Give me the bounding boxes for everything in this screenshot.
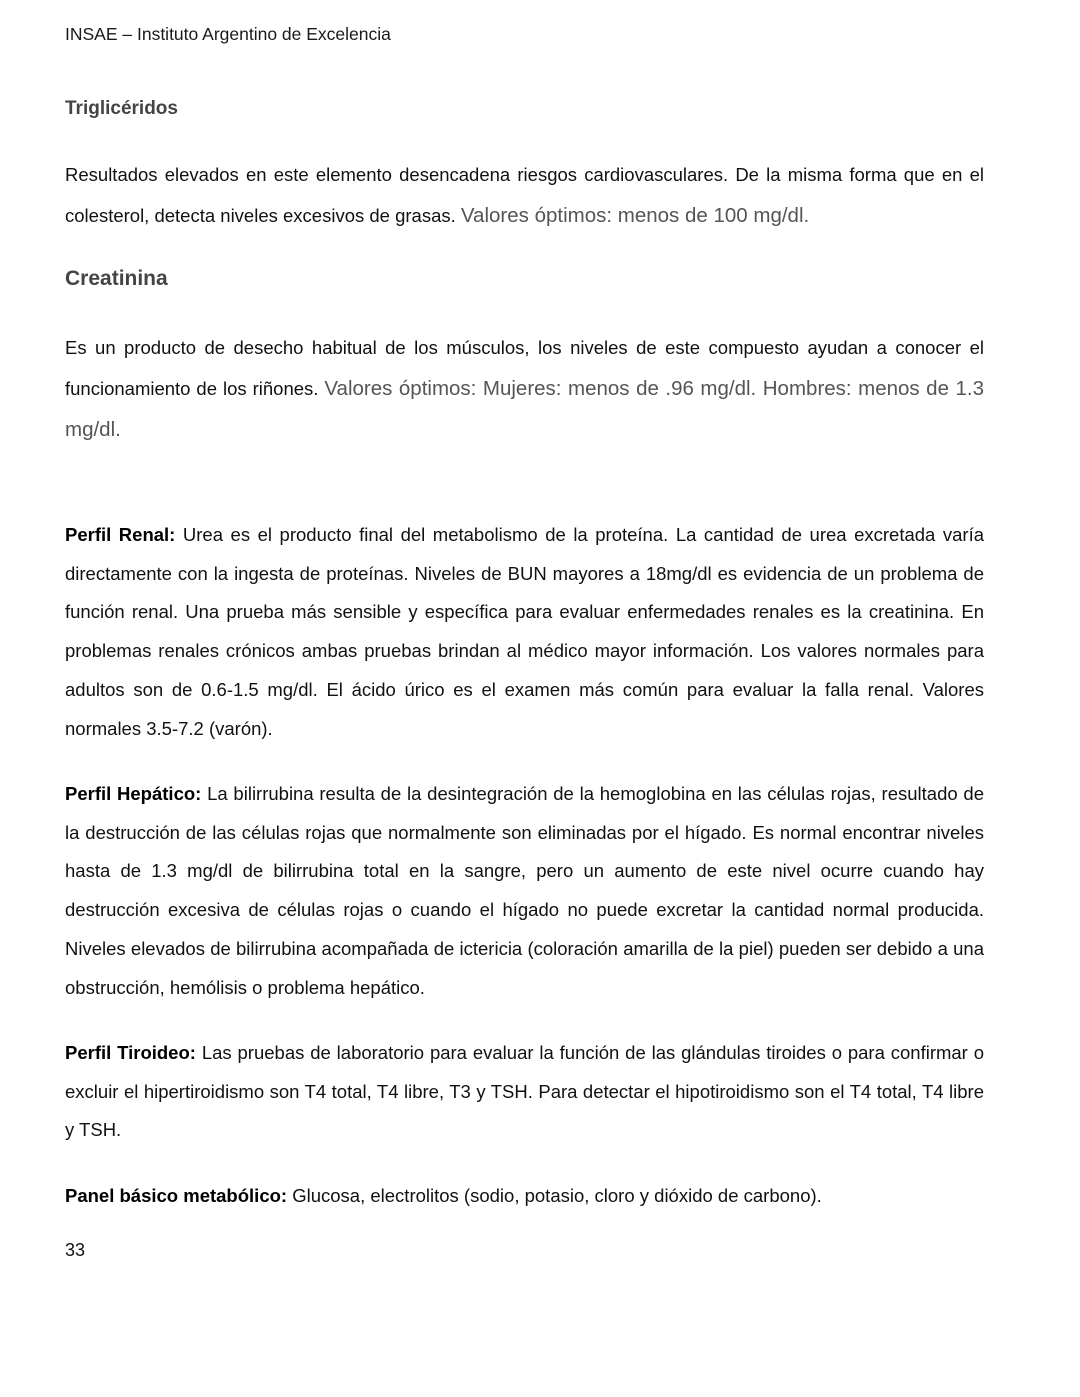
paragraph-panel-basico — [65, 1177, 984, 1216]
perfil-renal-label: Perfil Renal: — [65, 524, 176, 545]
page-number: 33 — [65, 1240, 86, 1260]
panel-basico-text: Glucosa, electrolitos (sodio, potasio, cloro y dióxido de carbono). — [292, 1185, 822, 1206]
creatinina-optimal-values: Valores óptimos: Mujeres: menos de .96 mg/dl. Hombres: menos de 1.3 mg/dl. — [65, 377, 985, 441]
paragraph-perfil-renal — [65, 516, 984, 748]
perfil-tiroideo-text: Las pruebas de laboratorio para evaluar la función de las glándulas tiroides o para confirmar o excluir el hipertiroidismo son T4 total, T4 libre, T3 y TSH. Para detectar el hipotiroidismo son el T4 total, T4 libre y TSH. — [65, 1042, 984, 1141]
section-title-trigliceridos: Triglicéridos — [65, 98, 178, 119]
trigliceridos-body: Resultados elevados en este elemento desencadena riesgos cardiovasculares. De la misma forma que en el colesterol, detecta niveles excesivos de grasas. — [65, 164, 984, 226]
paragraph-creatinina — [65, 327, 984, 450]
paragraph-perfil-tiroideo — [65, 1034, 984, 1150]
section-title-creatinina: Creatinina — [65, 267, 168, 290]
perfil-tiroideo-label: Perfil Tiroideo: — [65, 1042, 196, 1063]
paragraph-trigliceridos — [65, 154, 984, 236]
creatinina-body: Es un producto de desecho habitual de los músculos, los niveles de este compuesto ayudan a conocer el funcionamiento de los riñones. — [65, 337, 984, 399]
paragraph-perfil-hepatico — [65, 775, 984, 1007]
perfil-renal-text: Urea es el producto final del metabolismo de la proteína. La cantidad de urea excretada varía directamente con la ingesta de proteínas. Niveles de BUN mayores a 18mg/dl es evidencia de un problema de función renal. Una prueba más sensible y específica para evaluar enfermedades renales es la creatinina. En problemas renales crónicos ambas pruebas brindan al médico mayor información. Los valores normales para adultos son de 0.6-1.5 mg/dl. El ácido úrico es el examen más común para evaluar la falla renal. Valores normales 3.5-7.2 (varón). — [65, 524, 985, 739]
perfil-hepatico-text: La bilirrubina resulta de la desintegración de la hemoglobina en las células rojas, resultado de la destrucción de las células rojas que normalmente son eliminadas por el hígado. Es normal encontrar niveles hasta de 1.3 mg/dl de bilirrubina total en la sangre, pero un aumento de este nivel ocurre cuando hay destrucción excesiva de células rojas o cuando el hígado no puede excretar la cantidad normal producida. Niveles elevados de bilirrubina acompañada de ictericia (coloración amarilla de la piel) pueden ser debido a una obstrucción, hemólisis o problema hepático. — [65, 783, 985, 998]
trigliceridos-optimal-values: Valores óptimos: menos de 100 mg/dl. — [460, 204, 810, 227]
running-header: INSAE – Instituto Argentino de Excelencia — [65, 24, 391, 44]
panel-basico-label: Panel básico metabólico: — [65, 1185, 288, 1206]
perfil-hepatico-label: Perfil Hepático: — [65, 783, 202, 804]
